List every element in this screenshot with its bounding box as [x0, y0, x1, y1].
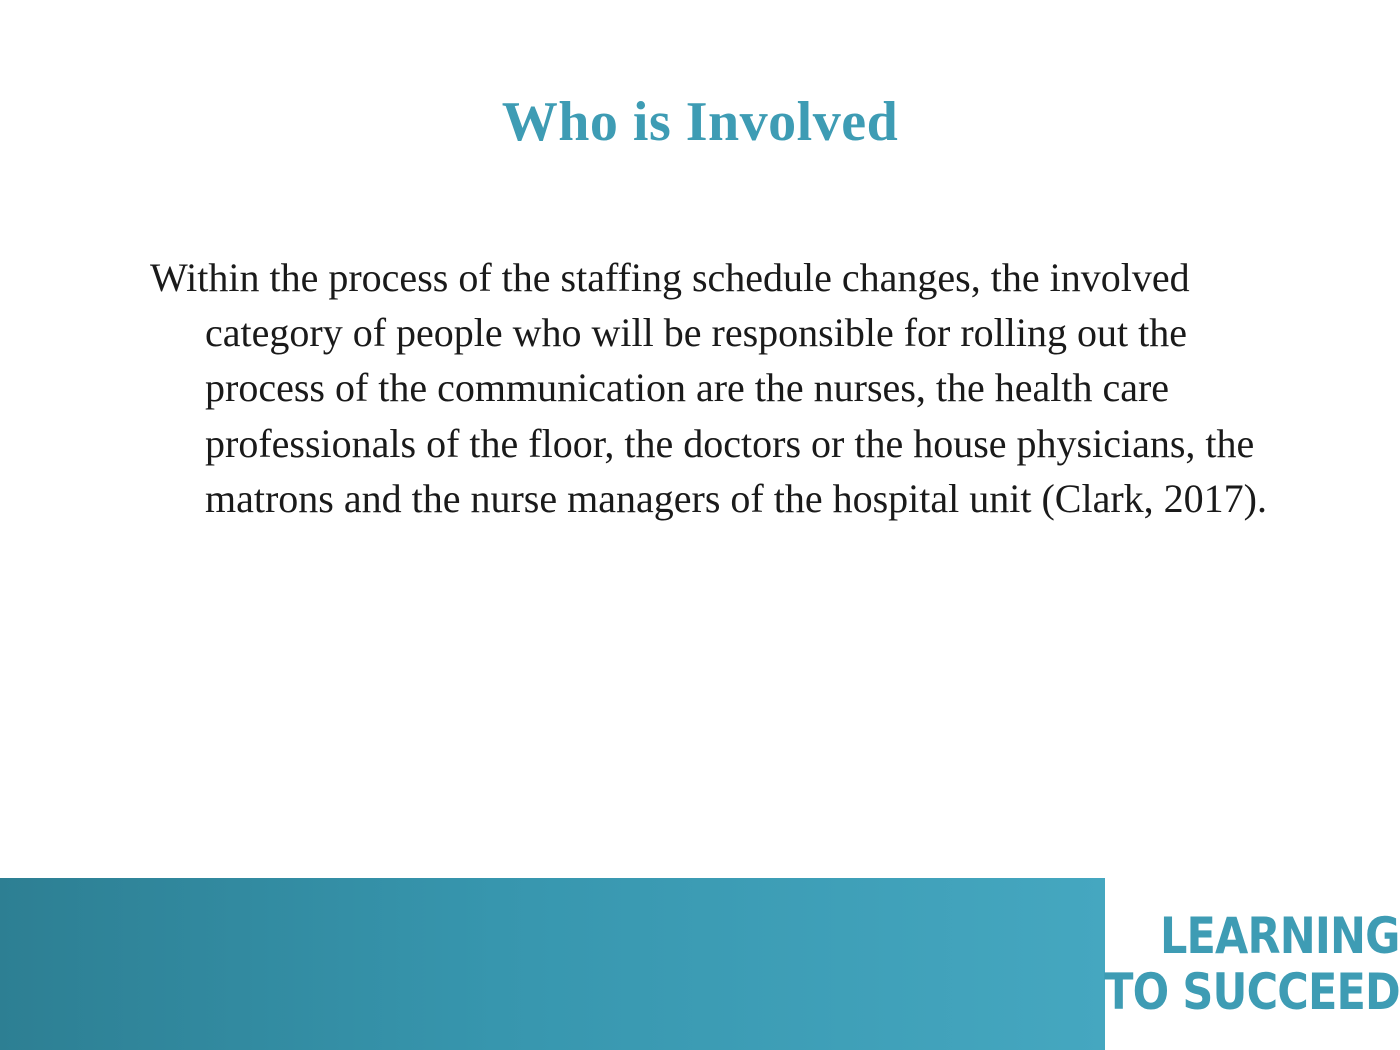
logo-line-two: TO SUCCEED — [1104, 962, 1400, 1021]
logo — [1105, 878, 1400, 1050]
body-content — [150, 250, 1310, 526]
logo-line-one: LEARNING — [1160, 906, 1400, 965]
page-title: Who is Involved — [501, 91, 899, 153]
footer-banner — [0, 878, 1105, 1050]
body-paragraph: Within the process of the staffing schedule changes, the involved category of people who will be responsible for rolling out the process of the communication are the nurses, the health care professionals of the floor, the doctors or the house physicians, the matrons and the nurse managers of the hospital unit (Clark, 2017). — [150, 255, 1267, 521]
